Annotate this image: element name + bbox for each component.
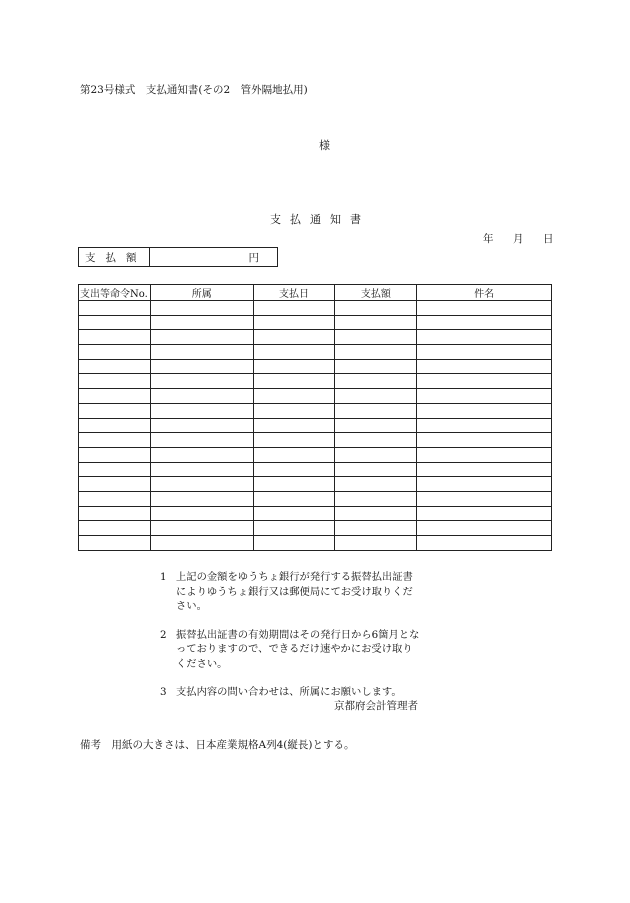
table-cell[interactable] (150, 315, 253, 330)
table-row (79, 330, 552, 345)
table-cell[interactable] (335, 345, 417, 360)
table-cell[interactable] (335, 403, 417, 418)
table-cell[interactable] (79, 389, 151, 404)
table-cell[interactable] (417, 477, 552, 492)
table-cell[interactable] (335, 359, 417, 374)
table-cell[interactable] (335, 491, 417, 506)
column-header-payment-amount: 支払額 (335, 285, 417, 301)
date-line (483, 231, 554, 246)
table-row (79, 418, 552, 433)
table-cell[interactable] (417, 433, 552, 448)
amount-unit: 円 (248, 251, 259, 264)
note-text: 支払内容の問い合わせは、所属にお願いします。 (176, 686, 402, 698)
table-cell[interactable] (253, 521, 335, 536)
table-cell[interactable] (253, 491, 335, 506)
payment-amount-box (78, 247, 278, 267)
table-cell[interactable] (417, 491, 552, 506)
table-row (79, 447, 552, 462)
table-cell[interactable] (79, 491, 151, 506)
table-row (79, 315, 552, 330)
table-cell[interactable] (417, 418, 552, 433)
table-cell[interactable] (253, 447, 335, 462)
table-row (79, 433, 552, 448)
note-number: 2 (160, 628, 167, 641)
table-cell[interactable] (150, 462, 253, 477)
table-cell[interactable] (150, 389, 253, 404)
table-cell[interactable] (253, 477, 335, 492)
table-cell[interactable] (335, 536, 417, 551)
table-cell[interactable] (79, 345, 151, 360)
table-cell[interactable] (150, 330, 253, 345)
table-cell[interactable] (79, 506, 151, 521)
table-cell[interactable] (417, 506, 552, 521)
table-row (79, 374, 552, 389)
table-row (79, 462, 552, 477)
table-cell[interactable] (417, 330, 552, 345)
table-cell[interactable] (79, 330, 151, 345)
note-item (160, 570, 422, 614)
table-cell[interactable] (253, 506, 335, 521)
table-cell[interactable] (150, 506, 253, 521)
payment-amount-label: 支払額 (79, 248, 150, 266)
table-cell[interactable] (417, 301, 552, 316)
table-cell[interactable] (335, 462, 417, 477)
table-cell[interactable] (79, 418, 151, 433)
table-body (79, 301, 552, 551)
table-cell[interactable] (79, 403, 151, 418)
table-cell[interactable] (335, 389, 417, 404)
table-cell[interactable] (253, 433, 335, 448)
table-cell[interactable] (417, 403, 552, 418)
table-cell[interactable] (335, 418, 417, 433)
date-day: 日 (543, 233, 554, 245)
note-text: 振替払出証書の有効期間はその発行日から6箇月となっておりますので、できるだけ速やかにお受け取りください。 (176, 628, 420, 670)
table-cell[interactable] (417, 462, 552, 477)
table-row (79, 491, 552, 506)
table-cell[interactable] (417, 389, 552, 404)
table-cell[interactable] (150, 374, 253, 389)
table-cell[interactable] (79, 374, 151, 389)
table-cell[interactable] (253, 462, 335, 477)
table-cell[interactable] (79, 359, 151, 374)
table-cell[interactable] (150, 345, 253, 360)
table-cell[interactable] (335, 477, 417, 492)
date-month: 月 (513, 233, 524, 245)
table-cell[interactable] (79, 447, 151, 462)
table-cell[interactable] (253, 315, 335, 330)
table-cell[interactable] (335, 447, 417, 462)
table-cell[interactable] (150, 418, 253, 433)
payment-records-table (78, 284, 552, 551)
table-cell[interactable] (79, 433, 151, 448)
payment-amount-field[interactable] (150, 248, 277, 266)
table-row (79, 536, 552, 551)
table-cell[interactable] (79, 462, 151, 477)
column-header-order-no: 支出等命令No. (79, 285, 151, 301)
table-cell[interactable] (417, 345, 552, 360)
table-cell[interactable] (253, 330, 335, 345)
table-cell[interactable] (253, 536, 335, 551)
table-row (79, 477, 552, 492)
table-cell[interactable] (150, 447, 253, 462)
table-cell[interactable] (253, 374, 335, 389)
note-text: 上記の金額をゆうちょ銀行が発行する振替払出証書によりゆうちょ銀行又は郵便局にてお受け取りください。 (176, 571, 413, 612)
table-cell[interactable] (150, 521, 253, 536)
table-cell[interactable] (417, 521, 552, 536)
table-row (79, 301, 552, 316)
table-row (79, 521, 552, 536)
table-cell[interactable] (79, 521, 151, 536)
table-cell[interactable] (79, 301, 151, 316)
table-cell[interactable] (417, 536, 552, 551)
table-cell[interactable] (417, 374, 552, 389)
table-row (79, 359, 552, 374)
table-row (79, 403, 552, 418)
table-row (79, 506, 552, 521)
table-cell[interactable] (79, 477, 151, 492)
column-header-department: 所属 (150, 285, 253, 301)
note-number: 1 (160, 571, 167, 583)
table-cell[interactable] (335, 506, 417, 521)
form-id: 第23号様式 支払通知書(その2 管外隔地払用) (80, 84, 308, 96)
table-cell[interactable] (335, 301, 417, 316)
column-header-subject: 件名 (417, 285, 552, 301)
table-cell[interactable] (253, 403, 335, 418)
document-title: 支払通知書 (270, 213, 370, 226)
note-number: 3 (160, 686, 167, 698)
table-cell[interactable] (150, 477, 253, 492)
table-cell[interactable] (335, 330, 417, 345)
table-cell[interactable] (150, 491, 253, 506)
table-cell[interactable] (253, 359, 335, 374)
table-cell[interactable] (417, 447, 552, 462)
honorific: 様 (319, 139, 330, 152)
notes (160, 570, 422, 714)
table-cell[interactable] (335, 433, 417, 448)
table-cell[interactable] (335, 374, 417, 389)
table-cell[interactable] (253, 301, 335, 316)
table-header-row (79, 285, 552, 301)
remark: 備考 用紙の大きさは、日本産業規格A列4(縦長)とする。 (80, 739, 355, 751)
table-cell[interactable] (253, 389, 335, 404)
table-cell[interactable] (417, 359, 552, 374)
table-cell[interactable] (150, 536, 253, 551)
table-cell[interactable] (253, 345, 335, 360)
table-cell[interactable] (150, 433, 253, 448)
table-cell[interactable] (253, 418, 335, 433)
table-cell[interactable] (417, 315, 552, 330)
date-year: 年 (483, 233, 494, 245)
table-cell[interactable] (335, 521, 417, 536)
table-cell[interactable] (79, 536, 151, 551)
note-item (160, 628, 422, 672)
table-cell[interactable] (150, 301, 253, 316)
signer: 京都府会計管理者 (334, 700, 418, 712)
table-row (79, 389, 552, 404)
table-cell[interactable] (150, 359, 253, 374)
table-cell[interactable] (335, 315, 417, 330)
table-cell[interactable] (150, 403, 253, 418)
table-cell[interactable] (79, 315, 151, 330)
table-row (79, 345, 552, 360)
column-header-payment-date: 支払日 (253, 285, 335, 301)
